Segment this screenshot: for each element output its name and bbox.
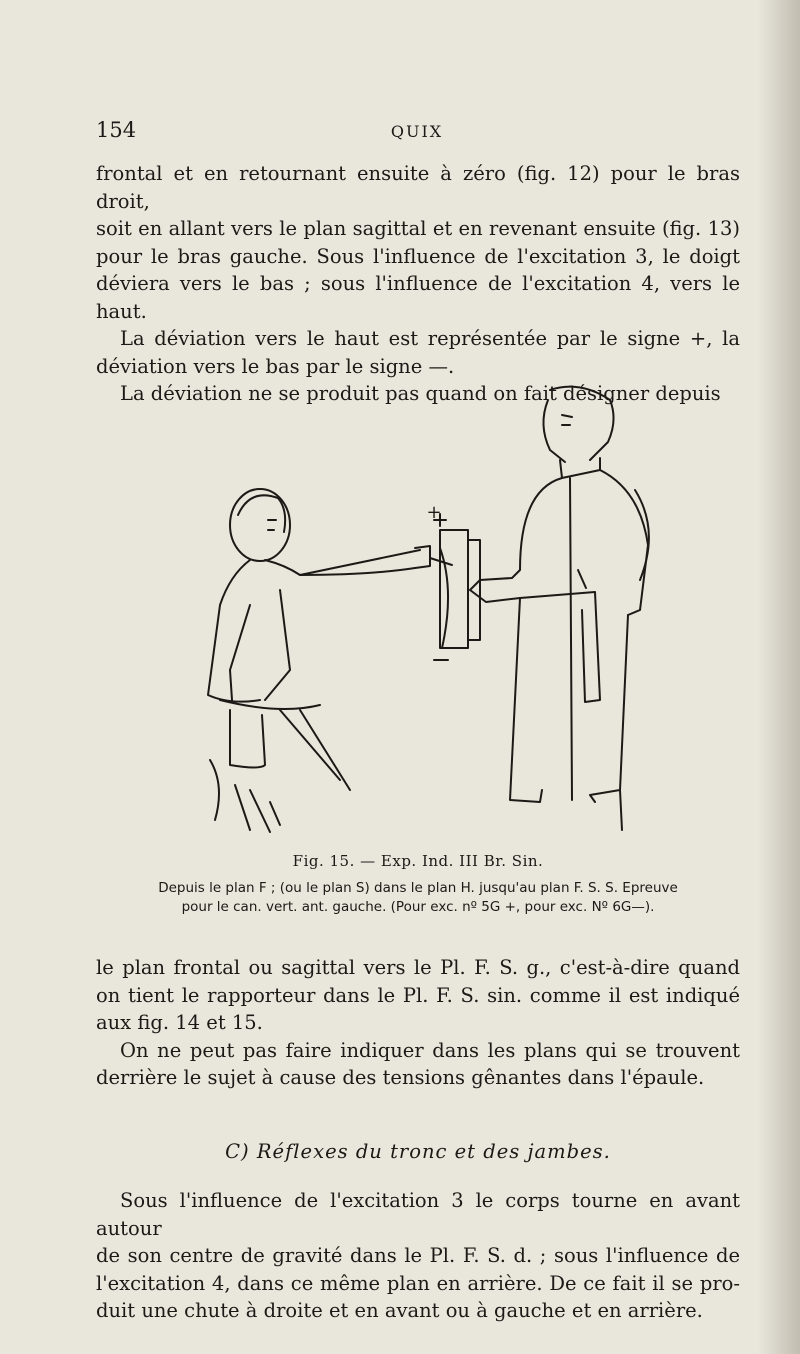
caption-line: Depuis le plan F ; (ou le plan S) dans le plan H. jusqu'au plan F. S. S. Epreuve (158, 880, 678, 896)
paragraph-line: La déviation vers le haut est représentée par le signe +, la (120, 327, 740, 350)
paragraph-line: l'excitation 4, dans ce même plan en arrière. De ce fait il se pro- (96, 1271, 740, 1295)
paragraph-6 (96, 1187, 740, 1325)
page-edge-shadow (758, 0, 800, 1354)
paragraph-line: le plan frontal ou sagittal vers le Pl. F. S. g., c'est-à-dire quand (96, 956, 740, 979)
paragraph-line: de son centre de gravité dans le Pl. F. S. d. ; sous l'influence de (96, 1244, 740, 1267)
paragraph-line: frontal et en retournant ensuite à zéro (fig. 12) pour le bras droit, (96, 162, 740, 213)
seated-subject-drawing (208, 489, 430, 832)
caption-line: pour le can. vert. ant. gauche. (Pour exc. nº 5G +, pour exc. Nº 6G—). (181, 899, 655, 915)
paragraph-line: La déviation ne se produit pas quand on fait désigner depuis (120, 382, 721, 405)
paragraph-line: On ne peut pas faire indiquer dans les plans qui se trouvent (120, 1038, 740, 1062)
page-number: 154 (96, 118, 137, 142)
paragraph-line: pour le bras gauche. Sous l'influence de l'excitation 3, le doigt (96, 244, 740, 268)
paragraph-line: Sous l'influence de l'excitation 3 le corps tourne en avant autour (96, 1189, 740, 1240)
page-header (96, 118, 738, 148)
figure-plus-label: + (426, 502, 442, 523)
running-head: QUIX (390, 122, 444, 141)
paragraph-line: duit une chute à droite et en avant ou à gauche et en arrière. (96, 1299, 703, 1322)
paragraph-line: aux fig. 14 et 15. (96, 1011, 263, 1034)
paragraph-line: derrière le sujet à cause des tensions gênantes dans l'épaule. (96, 1066, 705, 1089)
paragraph-line: soit en allant vers le plan sagittal et en revenant ensuite (fig. 13) (96, 217, 740, 240)
figure-caption (96, 879, 740, 917)
paragraph-4 (96, 954, 740, 1092)
figure-caption-title: Fig. 15. — Exp. Ind. III Br. Sin. (292, 852, 544, 870)
paragraph-line: déviera vers le bas ; sous l'influence de l'excitation 4, vers le haut. (96, 272, 740, 323)
section-title: C) Réflexes du tronc et des jambes. (225, 1140, 611, 1163)
paragraph-line: on tient le rapporteur dans le Pl. F. S. sin. comme il est indiqué (96, 983, 740, 1007)
figure-illustration (190, 370, 660, 840)
paragraph-line: déviation vers le bas par le signe —. (96, 354, 455, 378)
standing-examiner-drawing (470, 387, 649, 830)
